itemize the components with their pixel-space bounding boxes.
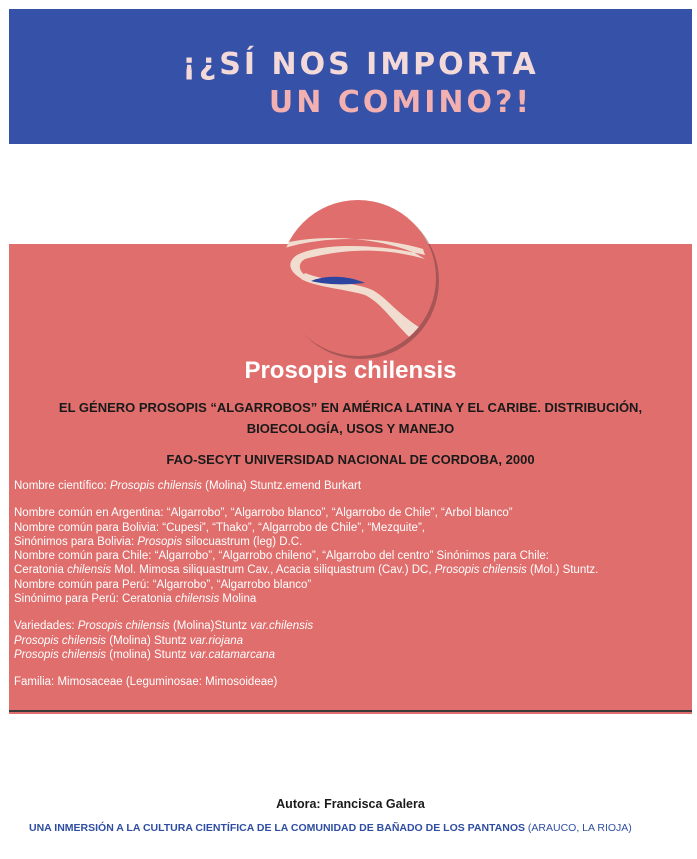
authority: (Molina) Stuntz.emend Burkart <box>201 480 362 492</box>
peru-names: Nombre común para Perú: “Algarrobo”, “Algarrobo blanco” <box>14 578 312 591</box>
variety: var.catamarcana <box>189 648 276 661</box>
divider <box>9 710 692 712</box>
bolivia-synonyms <box>14 535 689 549</box>
text: Molina <box>219 593 257 606</box>
variety: var.riojana <box>189 634 244 647</box>
species-info <box>14 479 689 690</box>
label: Nombre científico: <box>14 480 110 492</box>
banner-line-1: ¡¿SÍ NOS IMPORTA <box>182 47 539 82</box>
variety-2 <box>14 634 689 648</box>
bolivia-names: Nombre común para Bolivia: “Cupesi”, “Thako”, “Algarrobo de Chile”, “Mezquite”, <box>14 521 425 534</box>
banner <box>9 9 692 144</box>
footer-location: (ARAUCO, LA RIOJA) <box>525 822 632 834</box>
variety: var.chilensis <box>250 620 314 633</box>
publication-source: FAO-SECYT UNIVERSIDAD NACIONAL DE CORDOBA, 2000 <box>166 452 535 467</box>
text: Mol. Mimosa siliquastrum Cav., Acacia siliquastrum (Cav.) DC, <box>111 564 435 577</box>
river-circle-logo-icon <box>275 195 441 361</box>
variety-1 <box>14 619 689 633</box>
species-name: Prosopis chilensis <box>14 634 107 647</box>
author-line: Autora: Francisca Galera <box>276 797 425 811</box>
scientific-name-line <box>14 479 689 493</box>
peru-synonym <box>14 592 689 606</box>
species-name: Prosopis chilensis <box>14 648 107 661</box>
text: Sinónimo para Perú: Ceratonia <box>14 593 176 606</box>
label: Sinónimos para Bolivia: <box>14 535 138 548</box>
abstract <box>14 729 689 774</box>
authority: (Molina) Stuntz <box>106 634 190 647</box>
argentina-names: Nombre común en Argentina: “Algarrobo”, “Algarrobo blanco”, “Algarrobo de Chile”, “Arbol blanco” <box>14 507 513 520</box>
publication-heading-line-2: BIOECOLOGÍA, USOS Y MANEJO <box>246 421 455 436</box>
footer <box>29 822 689 834</box>
text: silocuastrum (leg) D.C. <box>182 535 303 548</box>
footer-title: UNA INMERSIÓN A LA CULTURA CIENTÍFICA DE LA COMUNIDAD DE BAÑADO DE LOS PANTANOS <box>29 822 526 834</box>
family-line: Familia: Mimosaceae (Leguminosae: Mimosoideae) <box>14 676 278 689</box>
publication-heading <box>49 397 652 439</box>
banner-line-2: UN COMINO?! <box>268 85 533 120</box>
authority: (Molina)Stuntz <box>169 620 251 633</box>
variety-3 <box>14 648 689 662</box>
species-name: Prosopis chilensis <box>434 564 527 577</box>
text: Ceratonia <box>14 564 68 577</box>
text: (Mol.) Stuntz. <box>526 564 599 577</box>
epithet: chilensis <box>175 593 220 606</box>
label: Variedades: <box>14 620 78 633</box>
page-title: Prosopis chilensis <box>244 357 457 384</box>
epithet: chilensis <box>67 564 112 577</box>
publication-heading-line-1: EL GÉNERO PROSOPIS “ALGARROBOS” EN AMÉRICA LATINA Y EL CARIBE. DISTRIBUCIÓN, <box>58 400 643 415</box>
abstract-text: El trabajo presenta una descripción botánica de esta especie, su bioecofloglía, origen y distribución, usos, calidad de frutos y maderas, silvicultura y manejo, presentando una abundante bibliografía de referencia e imágenes que ilustran acerca de esta especie <box>14 730 653 772</box>
document-page <box>9 9 692 851</box>
authority: (molina) Stuntz <box>106 648 190 661</box>
chile-names: Nombre común para Chile: “Algarrobo”, “Algarrobo chileno”, “Algarrobo del centro” Sinónimos para Chile: <box>14 550 549 563</box>
genus: Prosopis <box>137 535 183 548</box>
species-name: Prosopis chilensis <box>77 620 170 633</box>
chile-synonyms <box>14 563 689 577</box>
species-name: Prosopis chilensis <box>109 480 202 492</box>
